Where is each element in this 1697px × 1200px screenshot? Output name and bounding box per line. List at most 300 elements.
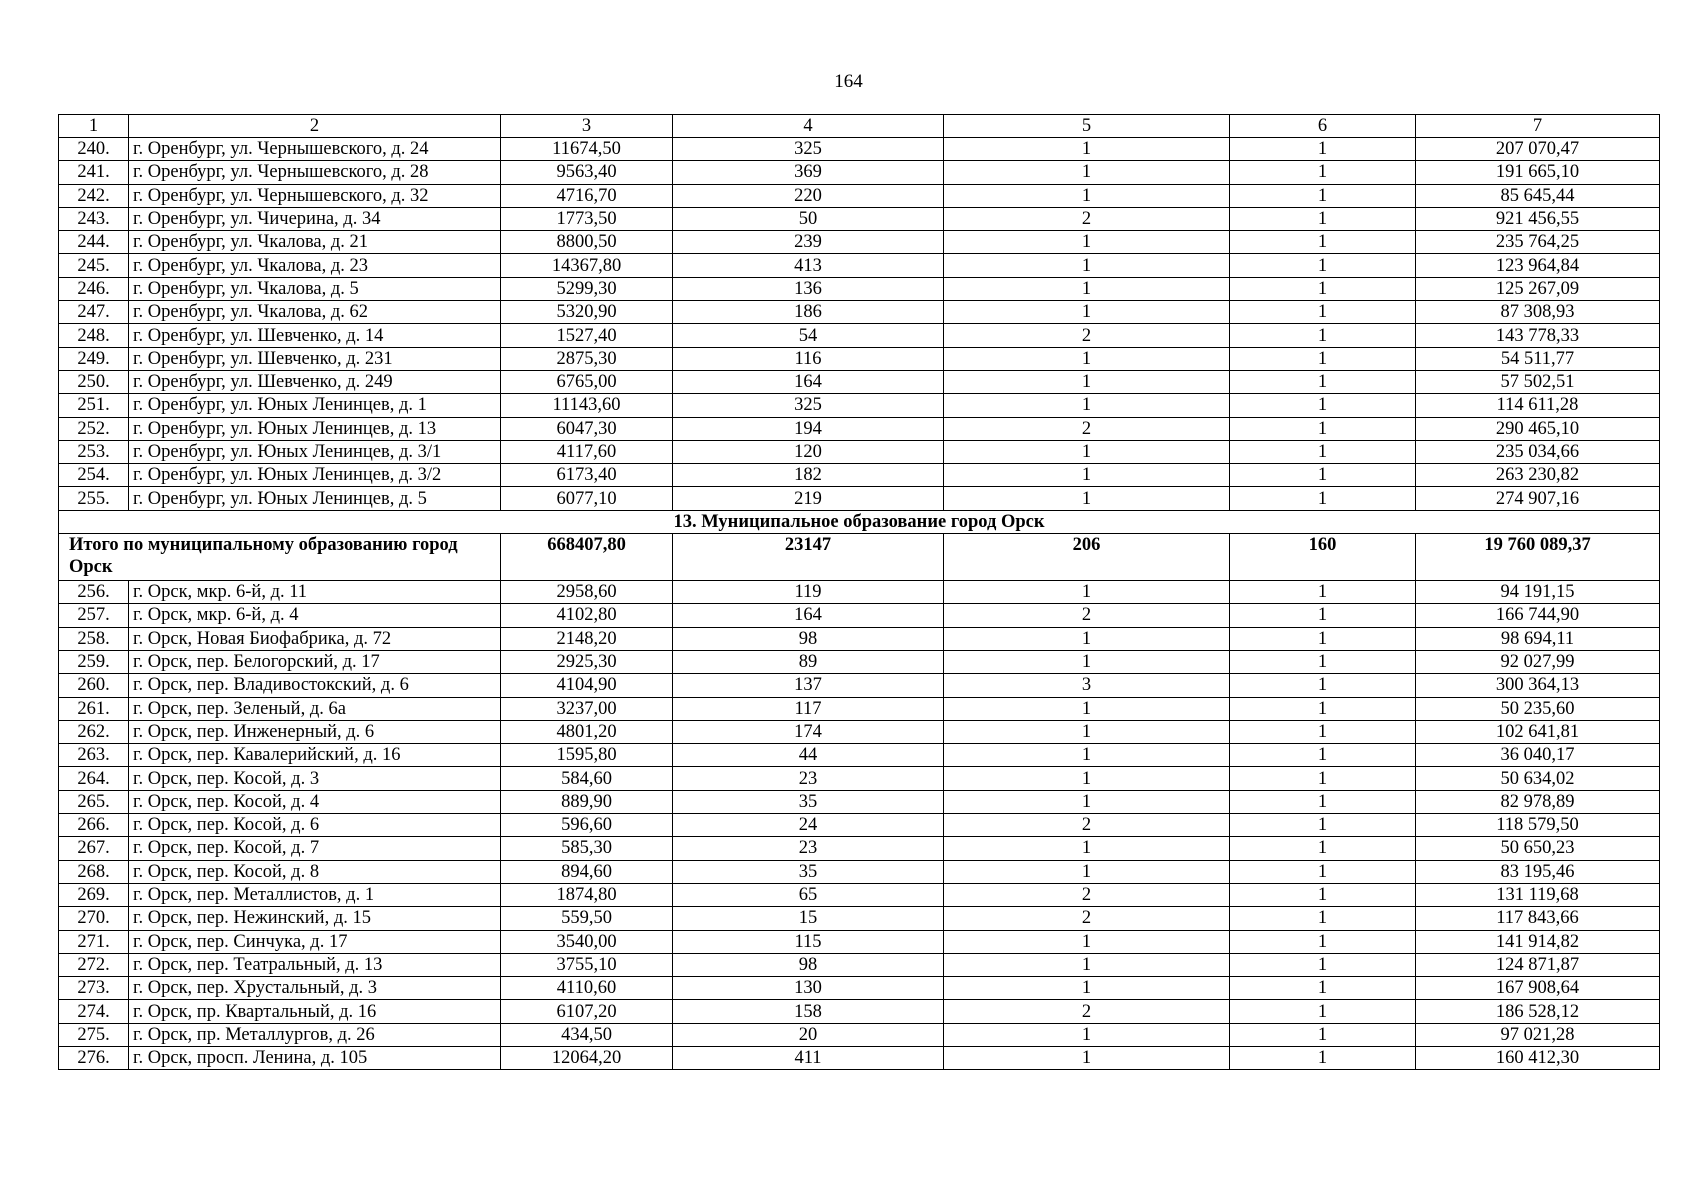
address: г. Орск, пер. Косой, д. 4 <box>129 790 501 813</box>
column-number: 4 <box>673 115 944 138</box>
address: г. Орск, просп. Ленина, д. 105 <box>129 1046 501 1069</box>
address: г. Орск, пер. Зеленый, д. 6а <box>129 697 501 720</box>
row-number: 258. <box>59 627 129 650</box>
column-5-value: 1 <box>944 860 1230 883</box>
address: г. Оренбург, ул. Чкалова, д. 5 <box>129 277 501 300</box>
row-number: 274. <box>59 1000 129 1023</box>
amount: 274 907,16 <box>1416 487 1660 510</box>
table-row <box>59 301 1660 324</box>
amount: 98 694,11 <box>1416 627 1660 650</box>
amount: 141 914,82 <box>1416 930 1660 953</box>
column-5-value: 1 <box>944 790 1230 813</box>
amount: 97 021,28 <box>1416 1023 1660 1046</box>
address: г. Орск, пр. Металлургов, д. 26 <box>129 1023 501 1046</box>
column-5-value: 1 <box>944 370 1230 393</box>
area: 889,90 <box>501 790 673 813</box>
area: 596,60 <box>501 814 673 837</box>
amount: 143 778,33 <box>1416 324 1660 347</box>
residents: 35 <box>673 860 944 883</box>
residents: 24 <box>673 814 944 837</box>
column-5-value: 2 <box>944 604 1230 627</box>
column-5-value: 2 <box>944 814 1230 837</box>
residents: 369 <box>673 161 944 184</box>
column-6-value: 1 <box>1230 790 1416 813</box>
column-6-value: 1 <box>1230 1000 1416 1023</box>
table-row <box>59 977 1660 1000</box>
table-row <box>59 767 1660 790</box>
column-5-value: 2 <box>944 1000 1230 1023</box>
column-5-value: 3 <box>944 674 1230 697</box>
column-5-value: 1 <box>944 138 1230 161</box>
column-5-value: 1 <box>944 254 1230 277</box>
column-6-value: 1 <box>1230 347 1416 370</box>
area: 9563,40 <box>501 161 673 184</box>
row-number: 264. <box>59 767 129 790</box>
column-number: 1 <box>59 115 129 138</box>
row-number: 267. <box>59 837 129 860</box>
row-number: 248. <box>59 324 129 347</box>
area: 3755,10 <box>501 953 673 976</box>
column-6-value: 1 <box>1230 207 1416 230</box>
residents: 164 <box>673 370 944 393</box>
area: 559,50 <box>501 907 673 930</box>
area: 6047,30 <box>501 417 673 440</box>
residents: 120 <box>673 440 944 463</box>
table-row <box>59 1023 1660 1046</box>
amount: 167 908,64 <box>1416 977 1660 1000</box>
amount: 82 978,89 <box>1416 790 1660 813</box>
column-number: 3 <box>501 115 673 138</box>
column-6-value: 1 <box>1230 581 1416 604</box>
area: 2958,60 <box>501 581 673 604</box>
total-value: 23147 <box>673 534 944 581</box>
total-value: 668407,80 <box>501 534 673 581</box>
amount: 207 070,47 <box>1416 138 1660 161</box>
table-row <box>59 860 1660 883</box>
table-row <box>59 417 1660 440</box>
amount: 263 230,82 <box>1416 464 1660 487</box>
table-row <box>59 650 1660 673</box>
table-row <box>59 720 1660 743</box>
residents: 130 <box>673 977 944 1000</box>
column-number: 5 <box>944 115 1230 138</box>
column-6-value: 1 <box>1230 860 1416 883</box>
area: 4110,60 <box>501 977 673 1000</box>
amount: 117 843,66 <box>1416 907 1660 930</box>
area: 585,30 <box>501 837 673 860</box>
residents: 65 <box>673 883 944 906</box>
row-number: 266. <box>59 814 129 837</box>
residents: 164 <box>673 604 944 627</box>
amount: 36 040,17 <box>1416 744 1660 767</box>
address: г. Оренбург, ул. Чкалова, д. 62 <box>129 301 501 324</box>
address: г. Оренбург, ул. Чичерина, д. 34 <box>129 207 501 230</box>
column-5-value: 1 <box>944 744 1230 767</box>
address: г. Орск, пер. Хрустальный, д. 3 <box>129 977 501 1000</box>
area: 2148,20 <box>501 627 673 650</box>
row-number: 256. <box>59 581 129 604</box>
row-number: 249. <box>59 347 129 370</box>
row-number: 263. <box>59 744 129 767</box>
amount: 118 579,50 <box>1416 814 1660 837</box>
column-5-value: 2 <box>944 324 1230 347</box>
area: 1595,80 <box>501 744 673 767</box>
amount: 166 744,90 <box>1416 604 1660 627</box>
table-row <box>59 464 1660 487</box>
section-title: 13. Муниципальное образование город Орск <box>59 510 1660 533</box>
address: г. Оренбург, ул. Юных Ленинцев, д. 13 <box>129 417 501 440</box>
residents: 325 <box>673 138 944 161</box>
row-number: 275. <box>59 1023 129 1046</box>
amount: 131 119,68 <box>1416 883 1660 906</box>
table-row <box>59 254 1660 277</box>
column-5-value: 1 <box>944 720 1230 743</box>
column-6-value: 1 <box>1230 440 1416 463</box>
column-5-value: 2 <box>944 883 1230 906</box>
table-row <box>59 837 1660 860</box>
row-number: 250. <box>59 370 129 393</box>
residents: 413 <box>673 254 944 277</box>
address: г. Орск, пер. Театральный, д. 13 <box>129 953 501 976</box>
residents: 219 <box>673 487 944 510</box>
table-row <box>59 138 1660 161</box>
column-6-value: 1 <box>1230 161 1416 184</box>
row-number: 272. <box>59 953 129 976</box>
page-number: 164 <box>834 71 863 92</box>
table-row <box>59 277 1660 300</box>
column-6-value: 1 <box>1230 301 1416 324</box>
row-number: 246. <box>59 277 129 300</box>
amount: 125 267,09 <box>1416 277 1660 300</box>
column-5-value: 1 <box>944 347 1230 370</box>
amount: 921 456,55 <box>1416 207 1660 230</box>
area: 6107,20 <box>501 1000 673 1023</box>
row-number: 270. <box>59 907 129 930</box>
column-5-value: 1 <box>944 930 1230 953</box>
amount: 160 412,30 <box>1416 1046 1660 1069</box>
address: г. Оренбург, ул. Чкалова, д. 21 <box>129 231 501 254</box>
column-6-value: 1 <box>1230 277 1416 300</box>
address: г. Орск, пер. Нежинский, д. 15 <box>129 907 501 930</box>
residents: 194 <box>673 417 944 440</box>
total-row <box>59 534 1660 581</box>
row-number: 245. <box>59 254 129 277</box>
address: г. Орск, пр. Квартальный, д. 16 <box>129 1000 501 1023</box>
area: 4117,60 <box>501 440 673 463</box>
address: г. Оренбург, ул. Шевченко, д. 231 <box>129 347 501 370</box>
row-number: 271. <box>59 930 129 953</box>
column-6-value: 1 <box>1230 604 1416 627</box>
column-5-value: 1 <box>944 184 1230 207</box>
amount: 50 235,60 <box>1416 697 1660 720</box>
column-5-value: 1 <box>944 231 1230 254</box>
row-number: 268. <box>59 860 129 883</box>
table-row <box>59 953 1660 976</box>
table-row <box>59 347 1660 370</box>
table-row <box>59 790 1660 813</box>
column-5-value: 1 <box>944 487 1230 510</box>
area: 2875,30 <box>501 347 673 370</box>
row-number: 252. <box>59 417 129 440</box>
address: г. Оренбург, ул. Чернышевского, д. 24 <box>129 138 501 161</box>
amount: 300 364,13 <box>1416 674 1660 697</box>
residents: 186 <box>673 301 944 324</box>
column-6-value: 1 <box>1230 883 1416 906</box>
address: г. Оренбург, ул. Чкалова, д. 23 <box>129 254 501 277</box>
residents: 411 <box>673 1046 944 1069</box>
table-row <box>59 1000 1660 1023</box>
residents: 115 <box>673 930 944 953</box>
amount: 191 665,10 <box>1416 161 1660 184</box>
amount: 54 511,77 <box>1416 347 1660 370</box>
address: г. Орск, пер. Инженерный, д. 6 <box>129 720 501 743</box>
column-6-value: 1 <box>1230 417 1416 440</box>
row-number: 259. <box>59 650 129 673</box>
residents: 89 <box>673 650 944 673</box>
row-number: 254. <box>59 464 129 487</box>
address: г. Орск, пер. Косой, д. 3 <box>129 767 501 790</box>
column-6-value: 1 <box>1230 814 1416 837</box>
residents: 44 <box>673 744 944 767</box>
column-6-value: 1 <box>1230 930 1416 953</box>
amount: 92 027,99 <box>1416 650 1660 673</box>
amount: 85 645,44 <box>1416 184 1660 207</box>
row-number: 241. <box>59 161 129 184</box>
area: 584,60 <box>501 767 673 790</box>
row-number: 251. <box>59 394 129 417</box>
table-row <box>59 161 1660 184</box>
column-5-value: 1 <box>944 627 1230 650</box>
residents: 20 <box>673 1023 944 1046</box>
column-5-value: 1 <box>944 581 1230 604</box>
row-number: 247. <box>59 301 129 324</box>
area: 1874,80 <box>501 883 673 906</box>
table-row <box>59 930 1660 953</box>
table-row <box>59 697 1660 720</box>
table-row <box>59 184 1660 207</box>
address: г. Орск, пер. Белогорский, д. 17 <box>129 650 501 673</box>
residents: 98 <box>673 627 944 650</box>
row-number: 265. <box>59 790 129 813</box>
row-number: 257. <box>59 604 129 627</box>
column-6-value: 1 <box>1230 1023 1416 1046</box>
residents: 98 <box>673 953 944 976</box>
amount: 102 641,81 <box>1416 720 1660 743</box>
section-title-row <box>59 510 1660 533</box>
address: г. Оренбург, ул. Чернышевского, д. 32 <box>129 184 501 207</box>
table-row <box>59 440 1660 463</box>
area: 6077,10 <box>501 487 673 510</box>
table-row <box>59 627 1660 650</box>
address: г. Оренбург, ул. Шевченко, д. 249 <box>129 370 501 393</box>
column-6-value: 1 <box>1230 977 1416 1000</box>
table-row <box>59 581 1660 604</box>
area: 4716,70 <box>501 184 673 207</box>
amount: 87 308,93 <box>1416 301 1660 324</box>
row-number: 244. <box>59 231 129 254</box>
address: г. Оренбург, ул. Юных Ленинцев, д. 3/2 <box>129 464 501 487</box>
column-6-value: 1 <box>1230 674 1416 697</box>
column-6-value: 1 <box>1230 907 1416 930</box>
table-row <box>59 744 1660 767</box>
area: 6173,40 <box>501 464 673 487</box>
column-number: 6 <box>1230 115 1416 138</box>
row-number: 273. <box>59 977 129 1000</box>
residents: 116 <box>673 347 944 370</box>
column-5-value: 1 <box>944 161 1230 184</box>
column-6-value: 1 <box>1230 627 1416 650</box>
column-number: 2 <box>129 115 501 138</box>
column-6-value: 1 <box>1230 324 1416 347</box>
residents: 50 <box>673 207 944 230</box>
amount: 186 528,12 <box>1416 1000 1660 1023</box>
column-6-value: 1 <box>1230 767 1416 790</box>
column-5-value: 1 <box>944 301 1230 324</box>
area: 894,60 <box>501 860 673 883</box>
column-5-value: 1 <box>944 464 1230 487</box>
table-row <box>59 207 1660 230</box>
table-row <box>59 814 1660 837</box>
row-number: 276. <box>59 1046 129 1069</box>
total-label: Итого по муниципальному образованию город Орск <box>59 534 501 581</box>
address: г. Оренбург, ул. Юных Ленинцев, д. 5 <box>129 487 501 510</box>
address: г. Орск, пер. Владивостокский, д. 6 <box>129 674 501 697</box>
residents: 137 <box>673 674 944 697</box>
column-6-value: 1 <box>1230 464 1416 487</box>
address: г. Орск, пер. Косой, д. 8 <box>129 860 501 883</box>
column-5-value: 1 <box>944 977 1230 1000</box>
address: г. Оренбург, ул. Чернышевского, д. 28 <box>129 161 501 184</box>
residents: 182 <box>673 464 944 487</box>
area: 5320,90 <box>501 301 673 324</box>
area: 4102,80 <box>501 604 673 627</box>
address: г. Орск, пер. Косой, д. 6 <box>129 814 501 837</box>
column-5-value: 1 <box>944 1023 1230 1046</box>
table-row <box>59 604 1660 627</box>
area: 2925,30 <box>501 650 673 673</box>
address: г. Оренбург, ул. Шевченко, д. 14 <box>129 324 501 347</box>
area: 1527,40 <box>501 324 673 347</box>
table-row <box>59 883 1660 906</box>
residents: 23 <box>673 767 944 790</box>
column-6-value: 1 <box>1230 184 1416 207</box>
area: 1773,50 <box>501 207 673 230</box>
residents: 325 <box>673 394 944 417</box>
amount: 94 191,15 <box>1416 581 1660 604</box>
column-5-value: 1 <box>944 1046 1230 1069</box>
column-6-value: 1 <box>1230 953 1416 976</box>
residents: 117 <box>673 697 944 720</box>
amount: 290 465,10 <box>1416 417 1660 440</box>
area: 3237,00 <box>501 697 673 720</box>
column-6-value: 1 <box>1230 744 1416 767</box>
amount: 114 611,28 <box>1416 394 1660 417</box>
column-6-value: 1 <box>1230 697 1416 720</box>
row-number: 253. <box>59 440 129 463</box>
area: 11674,50 <box>501 138 673 161</box>
column-6-value: 1 <box>1230 720 1416 743</box>
address: г. Орск, пер. Синчука, д. 17 <box>129 930 501 953</box>
registry-table-body <box>59 115 1660 1070</box>
area: 434,50 <box>501 1023 673 1046</box>
area: 4104,90 <box>501 674 673 697</box>
address: г. Орск, пер. Кавалерийский, д. 16 <box>129 744 501 767</box>
area: 12064,20 <box>501 1046 673 1069</box>
area: 14367,80 <box>501 254 673 277</box>
column-5-value: 2 <box>944 907 1230 930</box>
total-value: 206 <box>944 534 1230 581</box>
residents: 136 <box>673 277 944 300</box>
residents: 35 <box>673 790 944 813</box>
residents: 174 <box>673 720 944 743</box>
column-6-value: 1 <box>1230 138 1416 161</box>
column-6-value: 1 <box>1230 394 1416 417</box>
table-row <box>59 370 1660 393</box>
table-row <box>59 231 1660 254</box>
column-number-row <box>59 115 1660 138</box>
row-number: 242. <box>59 184 129 207</box>
table-row <box>59 487 1660 510</box>
area: 8800,50 <box>501 231 673 254</box>
residents: 54 <box>673 324 944 347</box>
column-6-value: 1 <box>1230 231 1416 254</box>
area: 11143,60 <box>501 394 673 417</box>
row-number: 269. <box>59 883 129 906</box>
address: г. Орск, пер. Косой, д. 7 <box>129 837 501 860</box>
amount: 235 764,25 <box>1416 231 1660 254</box>
table-row <box>59 324 1660 347</box>
area: 3540,00 <box>501 930 673 953</box>
column-6-value: 1 <box>1230 650 1416 673</box>
amount: 235 034,66 <box>1416 440 1660 463</box>
row-number: 255. <box>59 487 129 510</box>
residents: 220 <box>673 184 944 207</box>
table-row <box>59 394 1660 417</box>
amount: 50 650,23 <box>1416 837 1660 860</box>
column-6-value: 1 <box>1230 837 1416 860</box>
residents: 119 <box>673 581 944 604</box>
address: г. Орск, мкр. 6-й, д. 4 <box>129 604 501 627</box>
column-5-value: 1 <box>944 953 1230 976</box>
address: г. Орск, пер. Металлистов, д. 1 <box>129 883 501 906</box>
row-number: 261. <box>59 697 129 720</box>
column-5-value: 2 <box>944 207 1230 230</box>
column-6-value: 1 <box>1230 254 1416 277</box>
area: 4801,20 <box>501 720 673 743</box>
column-5-value: 2 <box>944 417 1230 440</box>
column-number: 7 <box>1416 115 1660 138</box>
column-5-value: 1 <box>944 837 1230 860</box>
amount: 83 195,46 <box>1416 860 1660 883</box>
amount: 123 964,84 <box>1416 254 1660 277</box>
column-5-value: 1 <box>944 277 1230 300</box>
row-number: 243. <box>59 207 129 230</box>
table-row <box>59 674 1660 697</box>
column-5-value: 1 <box>944 650 1230 673</box>
column-6-value: 1 <box>1230 370 1416 393</box>
column-5-value: 1 <box>944 767 1230 790</box>
address: г. Оренбург, ул. Юных Ленинцев, д. 3/1 <box>129 440 501 463</box>
column-5-value: 1 <box>944 440 1230 463</box>
residents: 23 <box>673 837 944 860</box>
area: 5299,30 <box>501 277 673 300</box>
total-value: 160 <box>1230 534 1416 581</box>
amount: 124 871,87 <box>1416 953 1660 976</box>
row-number: 262. <box>59 720 129 743</box>
column-5-value: 1 <box>944 697 1230 720</box>
column-6-value: 1 <box>1230 487 1416 510</box>
area: 6765,00 <box>501 370 673 393</box>
